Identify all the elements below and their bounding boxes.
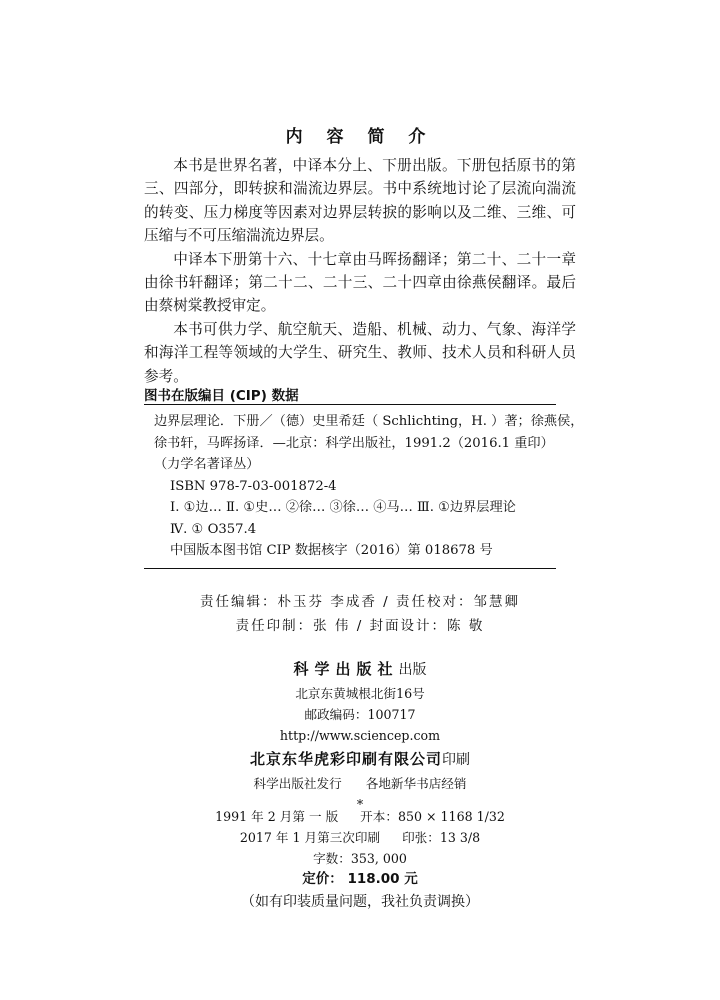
editor-credits: 责任编辑：朴玉芬 李成香 / 责任校对：邹慧卿 (200, 594, 520, 610)
website: http://www.sciencep.com (279, 728, 441, 743)
seller: 各地新华书店经销 (365, 776, 467, 791)
word-count: 字数：353, 000 (313, 851, 407, 866)
summary-paragraph: 本书可供力学、航空航天、造船、机械、动力、气象、海洋学和海洋工程等领域的大学生、研究生、教师、技术人员和科研人员参考。 (144, 320, 576, 385)
quality-notice: （如有印装质量问题，我社负责调换） (241, 894, 479, 910)
separator-star: * (356, 797, 364, 812)
price: 定价： 118.00 元 (302, 871, 418, 887)
print-specs (0, 806, 720, 914)
postcode: 邮政编码：100717 (304, 707, 416, 722)
printer-suffix: 印刷 (442, 752, 470, 768)
publication-info (0, 656, 720, 815)
cip-heading: 图书在版编目 (CIP) 数据 (144, 388, 299, 404)
page-title: 内 容 简 介 (285, 127, 435, 147)
publisher-address: 北京东黄城根北街16号 (295, 686, 425, 701)
publisher-name: 科学出版社 (293, 660, 399, 678)
cip-line: 边界层理论．下册／（德）史里希廷（ Schlichting，H. ）著；徐燕侯， (154, 414, 584, 429)
summary-paragraph: 中译本下册第十六、十七章由马晖扬翻译；第二十、二十一章由徐书轩翻译；第二十二、二十三、二十四章由徐燕侯翻译。最后由蔡树棠教授审定。 (144, 250, 576, 315)
edition-date: 1991 年 2 月第 一 版 (215, 809, 339, 824)
spec-row (0, 806, 720, 827)
book-summary (144, 154, 576, 388)
page-format: 开本：850 × 1168 1/32 (360, 809, 505, 824)
cip-data-block (144, 404, 584, 569)
printer-line (0, 746, 720, 773)
printer-name: 北京东华虎彩印刷有限公司 (249, 750, 442, 768)
cip-line: Ⅰ. ①边… Ⅱ. ①史… ②徐… ③徐… ④马… Ⅲ. ①边界层理论 (170, 500, 516, 515)
publisher-line (0, 656, 720, 683)
sheet-count: 印张：13 3/8 (402, 830, 481, 845)
cip-isbn: ISBN 978-7-03-001872-4 (170, 478, 337, 494)
cip-line: Ⅳ. ① O357.4 (170, 521, 257, 537)
summary-paragraph: 本书是世界名著，中译本分上、下册出版。下册包括原书的第三、四部分，即转捩和湍流边界层。书中系统地讨论了层流向湍流的转变、压力梯度等因素对边界层转捩的影响以及二维、三维、可压缩与不可压缩湍流边界层。 (144, 157, 576, 245)
distribution-line (0, 773, 720, 794)
spec-row (0, 827, 720, 848)
cip-line: 中国版本图书馆 CIP 数据核字（2016）第 018678 号 (170, 543, 493, 558)
production-credits: 责任印制：张 伟 / 封面设计：陈 敬 (235, 618, 485, 634)
publisher-suffix: 出版 (398, 662, 427, 678)
cip-line: （力学名著译丛） (154, 457, 260, 472)
cip-line: 徐书轩，马晖扬译．—北京：科学出版社，1991.2（2016.1 重印） (154, 435, 554, 451)
printing-date: 2017 年 1 月第三次印刷 (239, 830, 381, 845)
distributor: 科学出版社发行 (253, 776, 342, 791)
